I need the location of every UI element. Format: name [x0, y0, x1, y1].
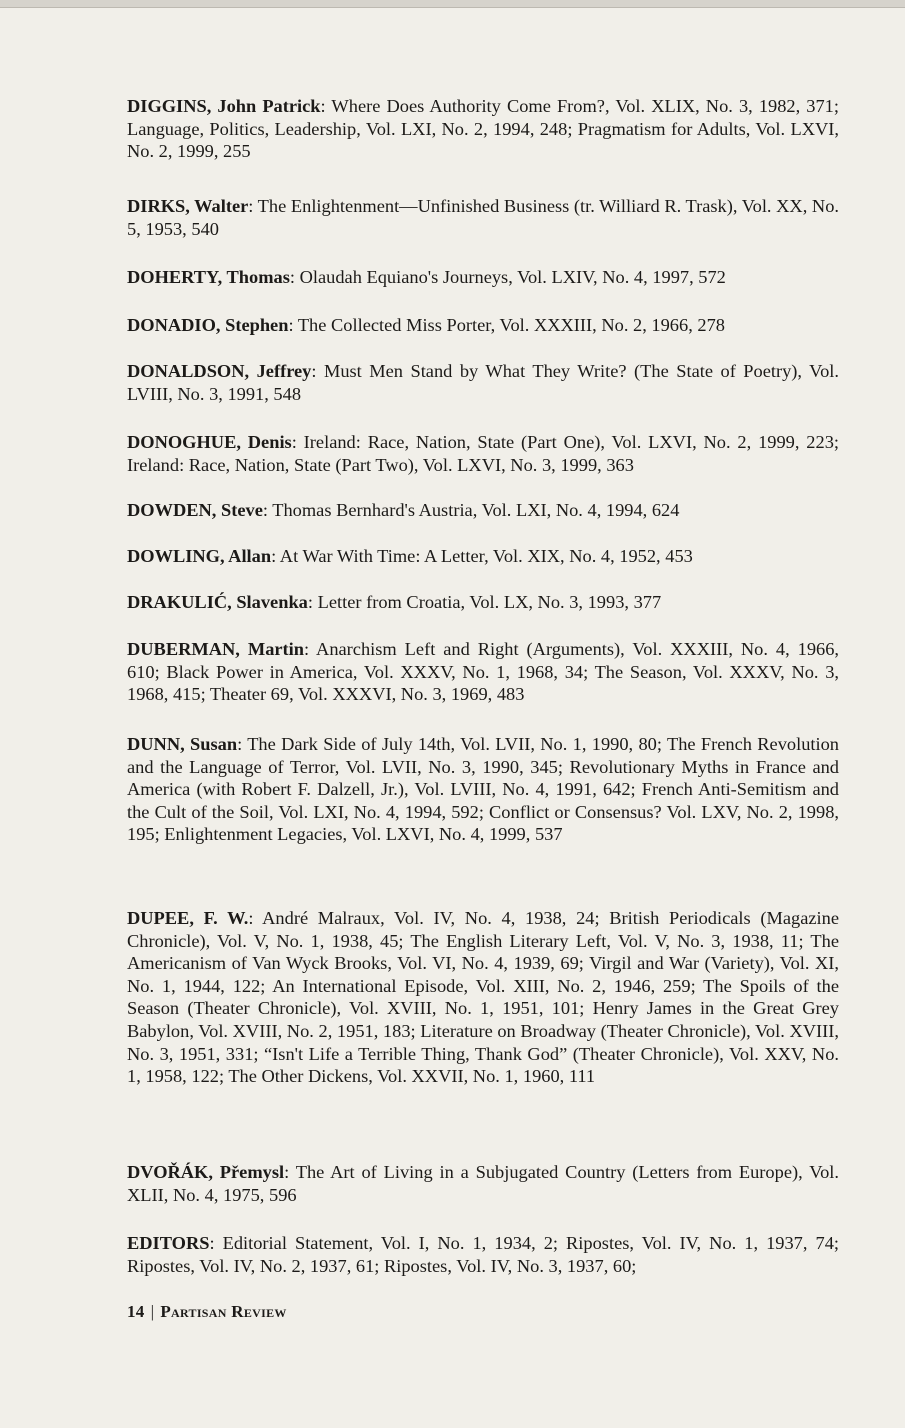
page-footer — [127, 1302, 287, 1322]
entry-text: : The Dark Side of July 14th, Vol. LVII, No. 1, 1990, 80; The French Revolution and the Language of Terror, Vol. LVII, No. 3, 1990, 345; Revolutionary Myths in France and America (with Robert F. Dalzell, Jr.), Vol. LVIII, No. 4, 1991, 642; French Anti-Semitism and the Cult of the Soil, Vol. LXI, No. 4, 1994, 592; Conflict or Consensus? Vol. LXV, No. 2, 1998, 195; Enlightenment Legacies, Vol. LXVI, No. 4, 1999, 537 — [127, 734, 839, 845]
entry-author: DUNN, Susan — [127, 734, 238, 754]
entry-author: DUBERMAN, Martin — [127, 639, 305, 659]
index-entry-duberman — [127, 638, 839, 706]
index-entry-dowden — [127, 499, 679, 522]
index-entry-dvorak — [127, 1161, 839, 1206]
entry-text: : Thomas Bernhard's Austria, Vol. LXI, No. 4, 1994, 624 — [262, 500, 680, 520]
page-number: 14 — [127, 1302, 145, 1321]
journal-name: Partisan Review — [160, 1302, 287, 1321]
entry-author: DVOŘÁK, Přemysl — [127, 1162, 285, 1182]
page-top-edge — [0, 0, 905, 8]
index-entry-dupee — [127, 907, 839, 1088]
entry-text: : The Art of Living in a Subjugated Country (Letters from Europe), Vol. XLII, No. 4, 1975, 596 — [127, 1162, 840, 1205]
entry-author: DONOGHUE, Denis — [127, 432, 292, 452]
entry-author: DONADIO, Stephen — [127, 315, 289, 335]
entry-author: DONALDSON, Jeffrey — [127, 361, 312, 381]
index-entry-diggins — [127, 95, 839, 163]
entry-text: : Editorial Statement, Vol. I, No. 1, 1934, 2; Ripostes, Vol. IV, No. 1, 1937, 74; Ripostes, Vol. IV, No. 2, 1937, 61; Ripostes, Vol. IV, No. 3, 1937, 60; — [127, 1233, 839, 1276]
entry-author: DOWLING, Allan — [127, 546, 272, 566]
index-entry-donadio — [127, 314, 725, 337]
entry-text: : The Collected Miss Porter, Vol. XXXIII, No. 2, 1966, 278 — [288, 315, 725, 335]
entry-author: DOHERTY, Thomas — [127, 267, 290, 287]
entry-text: : At War With Time: A Letter, Vol. XIX, No. 4, 1952, 453 — [271, 546, 693, 566]
index-entry-dowling — [127, 545, 693, 568]
index-entry-donaldson — [127, 360, 839, 405]
entry-author: DRAKULIĆ, Slavenka — [127, 592, 308, 612]
entry-text: : The Enlightenment—Unfinished Business (tr. Williard R. Trask), Vol. XX, No. 5, 1953, 540 — [127, 196, 840, 239]
entry-text: : Anarchism Left and Right (Arguments), Vol. XXXIII, No. 4, 1966, 610; Black Power in America, Vol. XXXV, No. 1, 1968, 34; The Season, Vol. XXXV, No. 3, 1968, 415; Theater 69, Vol. XXXVI, No. 3, 1969, 483 — [127, 639, 839, 705]
entry-author: DOWDEN, Steve — [127, 500, 263, 520]
entry-text: : Ireland: Race, Nation, State (Part One), Vol. LXVI, No. 2, 1999, 223; Ireland: Race, Nation, State (Part Two), Vol. LXVI, No. 3, 1999, 363 — [127, 432, 839, 475]
entry-author: DIRKS, Walter — [127, 196, 249, 216]
index-entry-doherty — [127, 266, 726, 289]
index-entry-dirks — [127, 195, 839, 240]
index-entry-drakulic — [127, 591, 661, 614]
entry-author: DUPEE, F. W. — [127, 908, 249, 928]
index-entry-editors — [127, 1232, 839, 1277]
index-entry-dunn — [127, 733, 839, 846]
entry-author: DIGGINS, John Patrick — [127, 96, 321, 116]
entry-text: : André Malraux, Vol. IV, No. 4, 1938, 24; British Periodicals (Magazine Chronicle), Vol. V, No. 1, 1938, 45; The English Literary Left, Vol. V, No. 3, 1938, 11; The Americanism of Van Wyck Brooks, Vol. VI, No. 4, 1939, 69; Virgil and War (Variety), Vol. XI, No. 1, 1944, 122; An International Episode, Vol. XIII, No. 2, 1946, 259; The Spoils of the Season (Theater Chronicle), Vol. XVIII, No. 1, 1951, 101; Henry James in the Great Grey Babylon, Vol. XVIII, No. 2, 1951, 183; Literature on Broadway (Theater Chronicle), Vol. XVIII, No. 3, 1951, 331; “Isn't Life a Terrible Thing, Thank God” (Theater Chronicle), Vol. XXV, No. 1, 1958, 122; The Other Dickens, Vol. XXVII, No. 1, 1960, 111 — [127, 908, 839, 1087]
entry-text: : Where Does Authority Come From?, Vol. XLIX, No. 3, 1982, 371; Language, Politics, Leadership, Vol. LXI, No. 2, 1994, 248; Pragmatism for Adults, Vol. LXVI, No. 2, 1999, 255 — [127, 96, 839, 162]
entry-author: EDITORS — [127, 1233, 210, 1253]
index-entry-donoghue — [127, 431, 839, 476]
entry-text: : Must Men Stand by What They Write? (The State of Poetry), Vol. LVIII, No. 3, 1991, 548 — [127, 361, 839, 404]
entry-text: : Letter from Croatia, Vol. LX, No. 3, 1993, 377 — [307, 592, 662, 612]
entry-text: : Olaudah Equiano's Journeys, Vol. LXIV, No. 4, 1997, 572 — [289, 267, 726, 287]
footer-separator: | — [150, 1302, 155, 1321]
